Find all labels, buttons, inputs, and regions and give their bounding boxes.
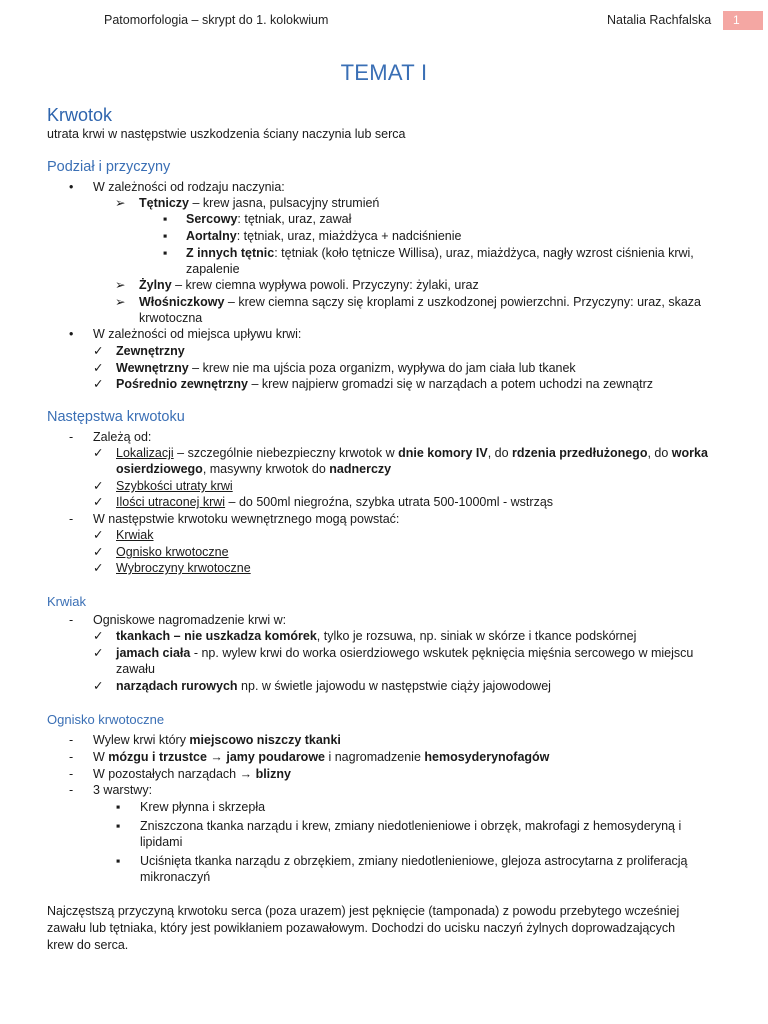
check-marker: ✓ [93, 446, 104, 460]
list-item-continuation: zapalenie [186, 262, 240, 276]
list-item: Ognisko krwotoczne [116, 545, 229, 559]
list-item: Aortalny: tętniak, uraz, miażdżyca + nadciśnienie [186, 229, 462, 243]
square-marker: ▪ [163, 229, 168, 243]
heading-krwiak: Krwiak [47, 594, 87, 609]
list-item: Sercowy: tętniak, uraz, zawał [186, 212, 352, 226]
closing-paragraph-line: krew do serca. [47, 938, 129, 952]
list-item: Szybkości utraty krwi [116, 479, 233, 493]
list-item: tkankach – nie uszkadza komórek, tylko je rozsuwa, np. siniak w skórze i tkance podskórnej [116, 629, 637, 643]
list-item: Wylew krwi który miejscowo niszczy tkanki [93, 733, 341, 747]
list-item: Zewnętrzny [116, 344, 185, 358]
list-item: Tętniczy – krew jasna, pulsacyjny strumień [139, 196, 380, 210]
list-item: Uciśnięta tkanka narządu z obrzękiem, zmiany niedotlenieniowe, glejoza astrocytarna z proliferacją [140, 854, 688, 868]
list-item: Lokalizacji – szczególnie niebezpieczny krwotok w dnie komory IV, do rdzenia przedłużonego, do worka [116, 446, 708, 460]
check-marker: ✓ [93, 361, 104, 375]
arrow-marker: ➢ [115, 196, 126, 210]
list-item: W zależności od rodzaju naczynia: [93, 180, 285, 194]
heading-podzial: Podział i przyczyny [47, 159, 171, 175]
square-marker: ▪ [163, 212, 168, 226]
list-item: Zniszczona tkanka narządu i krew, zmiany niedotlenieniowe i obrzęk, makrofagi z hemosyderyną i [140, 819, 682, 833]
square-marker: ▪ [116, 800, 121, 814]
arrow-marker: ➢ [115, 295, 126, 309]
page-number-badge: 1 [723, 11, 763, 30]
section-heading-krwotok: Krwotok [47, 105, 113, 125]
dash-marker: - [69, 733, 74, 747]
square-marker: ▪ [163, 246, 168, 260]
list-item: W zależności od miejsca upływu krwi: [93, 327, 302, 341]
heading-nastepstwa: Następstwa krwotoku [47, 409, 185, 425]
list-item-continuation: lipidami [140, 835, 183, 849]
list-item: W pozostałych narządach → blizny [93, 767, 291, 781]
list-item-continuation: zawału [116, 662, 155, 676]
page-title: TEMAT I [340, 60, 428, 85]
check-marker: ✓ [93, 528, 104, 542]
list-item: 3 warstwy: [93, 783, 153, 797]
list-item: Z innych tętnic: tętniak (koło tętnicze Willisa), uraz, miażdżyca, nagły wzrost ciśnienia krwi, [186, 246, 694, 260]
list-item: Żylny – krew ciemna wypływa powoli. Przyczyny: żylaki, uraz [139, 278, 479, 292]
list-item-continuation: krwotoczna [139, 311, 203, 325]
check-marker: ✓ [93, 495, 104, 509]
square-marker: ▪ [116, 819, 121, 833]
header-left: Patomorfologia – skrypt do 1. kolokwium [104, 13, 329, 27]
check-marker: ✓ [93, 679, 104, 693]
list-item: Pośrednio zewnętrzny – krew najpierw gromadzi się w narządach a potem uchodzi na zewnątrz [116, 377, 654, 391]
list-item: Włośniczkowy – krew ciemna sączy się kroplami z uszkodzonej powierzchni. Przyczyny: uraz, skaza [139, 295, 701, 309]
definition-text: utrata krwi w następstwie uszkodzenia ściany naczynia lub serca [47, 127, 406, 141]
list-item: W mózgu i trzustce → jamy poudarowe i nagromadzenie hemosyderynofagów [93, 750, 550, 764]
list-item: W następstwie krwotoku wewnętrznego mogą powstać: [93, 512, 400, 526]
closing-paragraph-line: Najczęstszą przyczyną krwotoku serca (poza urazem) jest pęknięcie (tamponada) z powodu przebytego wcześniej [47, 904, 680, 918]
bullet-marker: • [69, 180, 74, 194]
list-item: Krew płynna i skrzepła [140, 800, 266, 814]
check-marker: ✓ [93, 629, 104, 643]
check-marker: ✓ [93, 479, 104, 493]
header-author: Natalia Rachfalska [607, 13, 712, 27]
list-item: jamach ciała - np. wylew krwi do worka osierdziowego wskutek pęknięcia mięśnia sercowego w miejscu [116, 646, 694, 660]
list-item: Krwiak [116, 528, 154, 542]
list-item: Ilości utraconej krwi – do 500ml niegroźna, szybka utrata 500-1000ml - wstrząs [116, 495, 554, 509]
bullet-marker: • [69, 327, 74, 341]
closing-paragraph-line: zawału lub tętniaka, który jest powikłaniem pozawałowym. Dochodzi do ucisku naczyń żylnych doprowadzających [47, 921, 676, 935]
list-item: Wewnętrzny – krew nie ma ujścia poza organizm, wypływa do jam ciała lub tkanek [116, 361, 576, 375]
check-marker: ✓ [93, 377, 104, 391]
dash-marker: - [69, 750, 74, 764]
list-item: Ogniskowe nagromadzenie krwi w: [93, 613, 287, 627]
list-item: Zależą od: [93, 430, 152, 444]
dash-marker: - [69, 430, 74, 444]
list-item-continuation: osierdziowego, masywny krwotok do nadnerczy [116, 462, 392, 476]
list-item: Wybroczyny krwotoczne [116, 561, 251, 575]
dash-marker: - [69, 613, 74, 627]
check-marker: ✓ [93, 545, 104, 559]
heading-ognisko: Ognisko krwotoczne [47, 712, 165, 727]
arrow-marker: ➢ [115, 278, 126, 292]
check-marker: ✓ [93, 344, 104, 358]
list-item-continuation: mikronaczyń [140, 870, 211, 884]
dash-marker: - [69, 783, 74, 797]
dash-marker: - [69, 767, 74, 781]
list-item: narządach rurowych np. w świetle jajowodu w następstwie ciąży jajowodowej [116, 679, 551, 693]
check-marker: ✓ [93, 561, 104, 575]
dash-marker: - [69, 512, 74, 526]
square-marker: ▪ [116, 854, 121, 868]
check-marker: ✓ [93, 646, 104, 660]
